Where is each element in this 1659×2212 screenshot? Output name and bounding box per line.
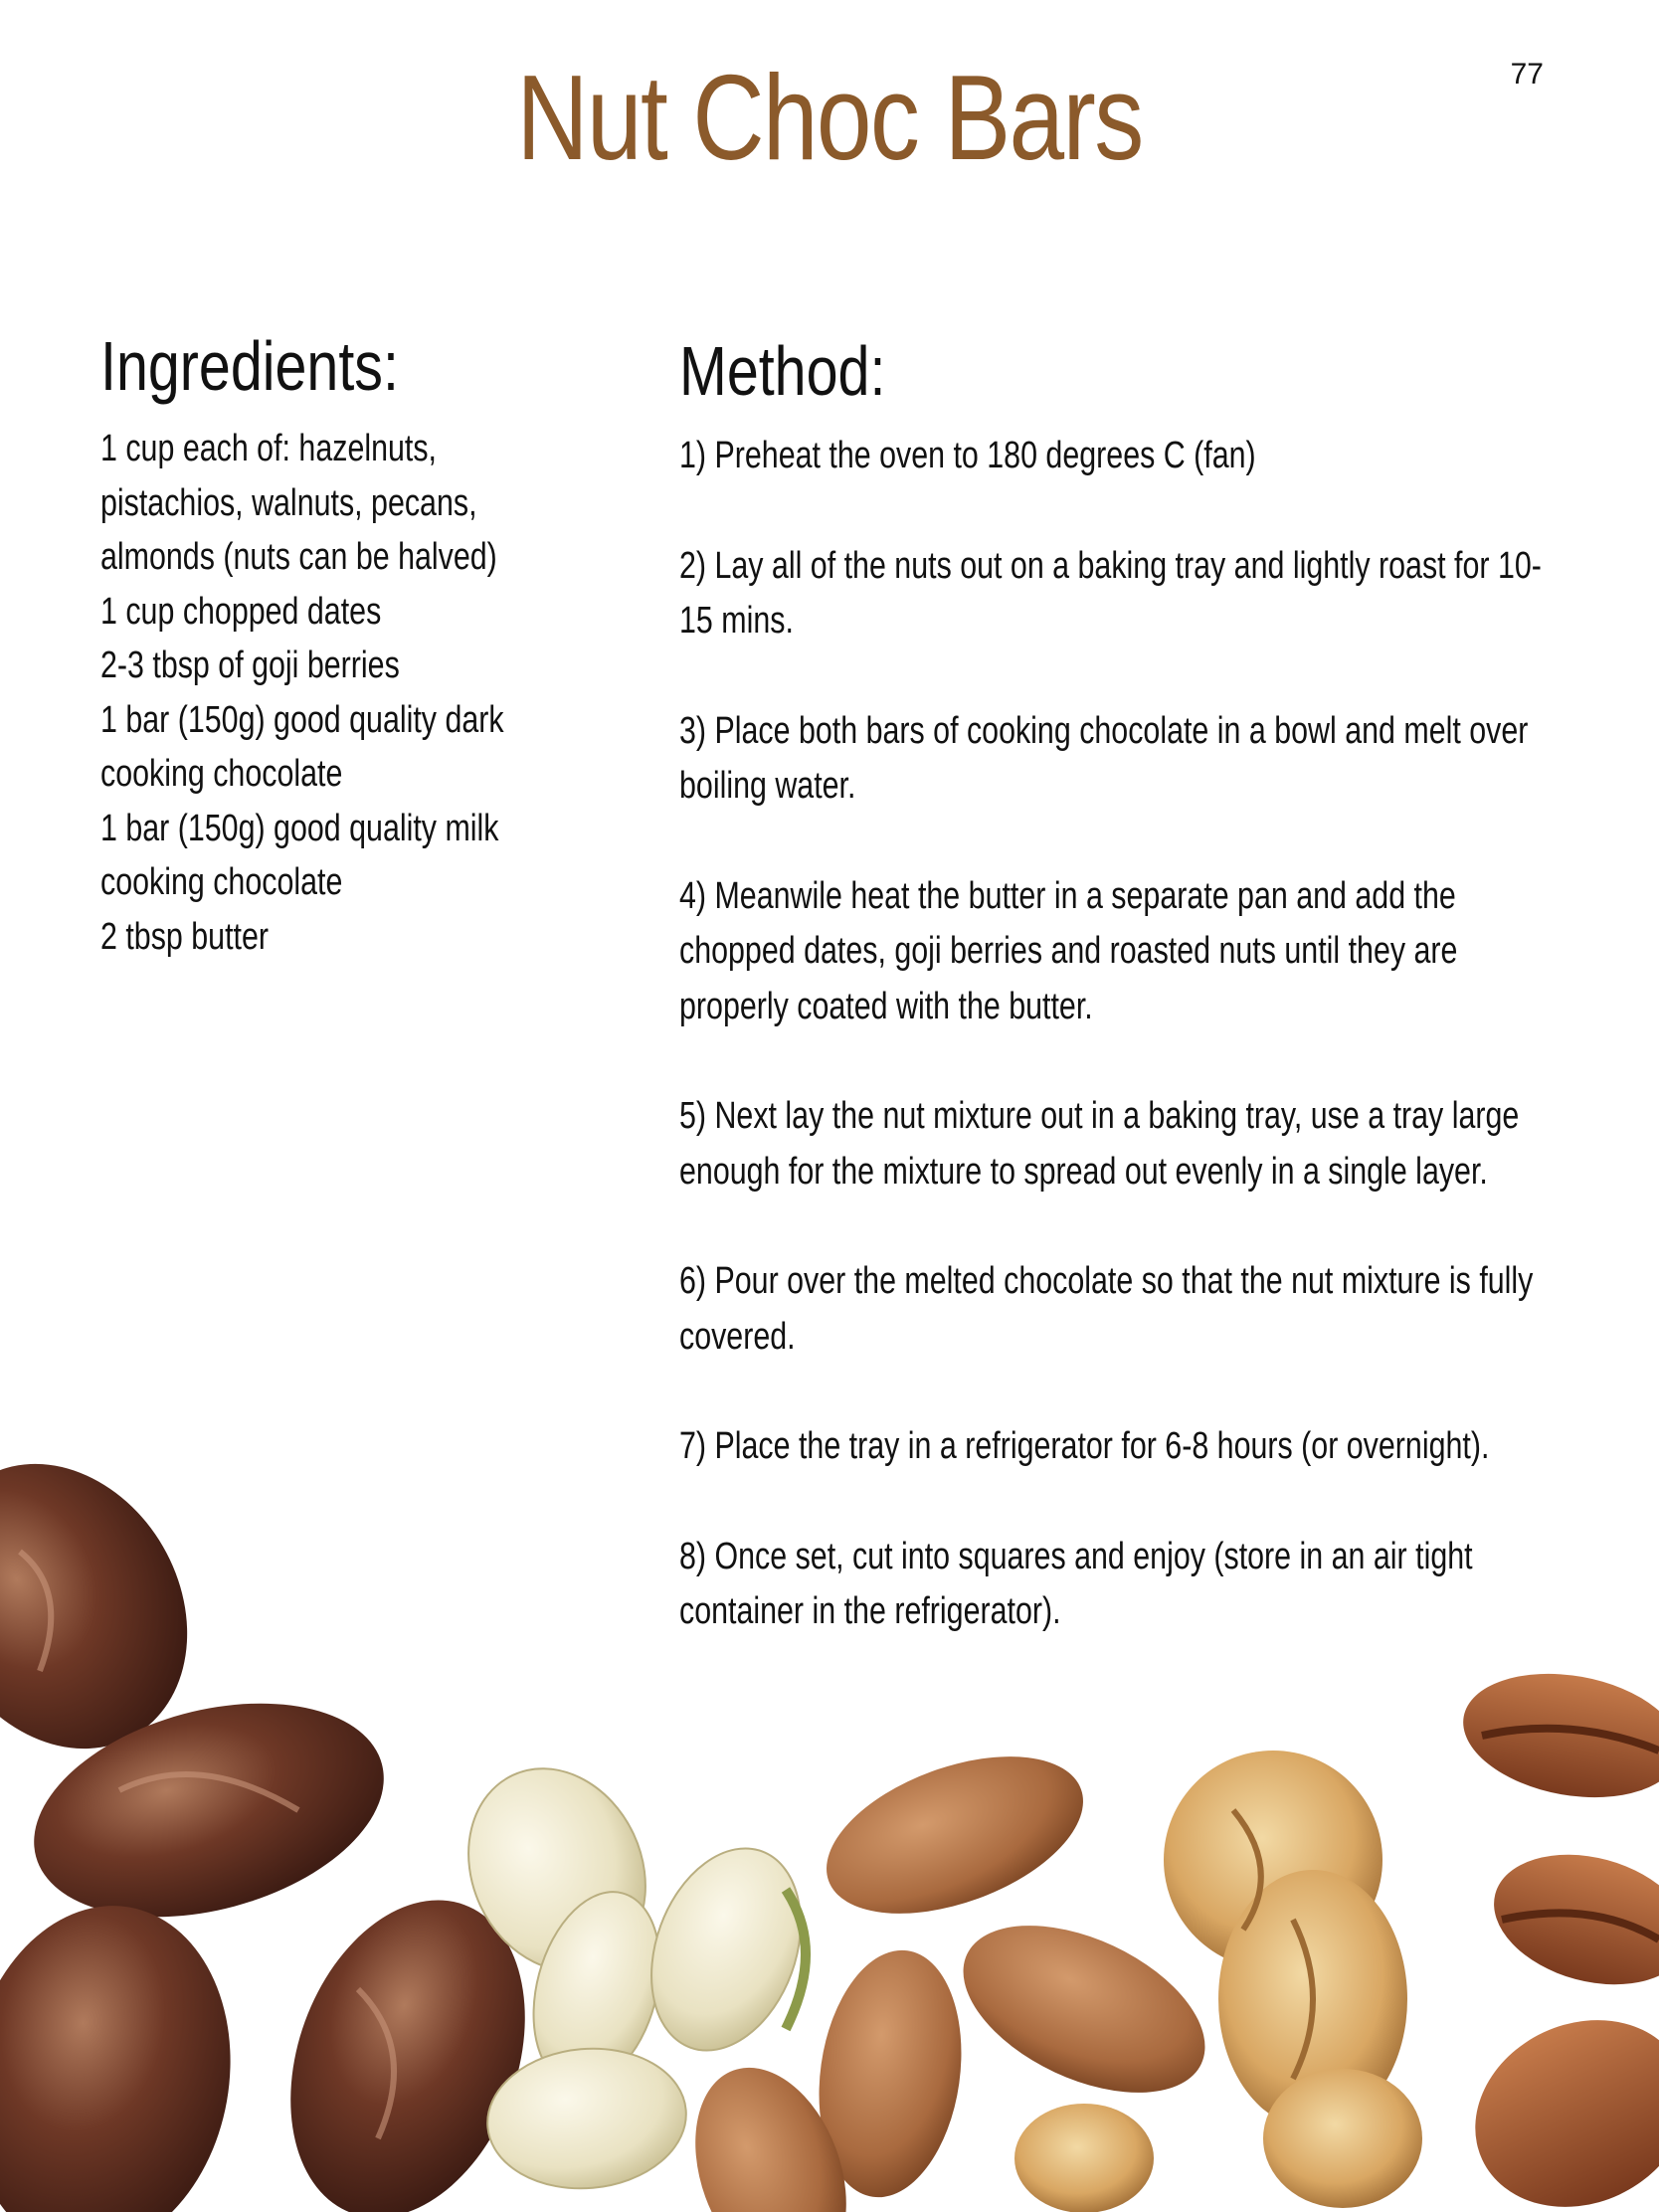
page-title: Nut Choc Bars bbox=[516, 50, 1143, 185]
method-step: 2) Lay all of the nuts out on a baking tray and lightly roast for 10-15 mins. bbox=[679, 544, 1542, 642]
ingredient-line: cooking chocolate bbox=[100, 861, 343, 903]
method-step: 7) Place the tray in a refrigerator for 6-8 hours (or overnight). bbox=[679, 1425, 1490, 1467]
ingredient-line: pistachios, walnuts, pecans, bbox=[100, 481, 477, 524]
ingredient-line: cooking chocolate bbox=[100, 753, 343, 795]
method-step: 5) Next lay the nut mixture out in a baking tray, use a tray large enough for the mixture to spread out evenly in a single layer. bbox=[679, 1095, 1520, 1193]
method-step: 1) Preheat the oven to 180 degrees C (fan) bbox=[679, 435, 1256, 476]
method-step: 3) Place both bars of cooking chocolate in a bowl and melt over boiling water. bbox=[679, 709, 1529, 807]
ingredients-list bbox=[100, 422, 594, 964]
ingredient-line: 2 tbsp butter bbox=[100, 915, 269, 958]
method-step: 4) Meanwile heat the butter in a separate pan and add the chopped dates, goji berries and roasted nuts until they are properly coated with the butter. bbox=[679, 874, 1458, 1027]
pecan-icon bbox=[1444, 1658, 1659, 2212]
page-number: 77 bbox=[1510, 58, 1544, 91]
ingredients-section bbox=[100, 326, 598, 964]
ingredient-line: 1 bar (150g) good quality milk bbox=[100, 807, 499, 849]
method-heading: Method: bbox=[679, 332, 886, 410]
method-step: 8) Once set, cut into squares and enjoy (store in an air tight container in the refrigerator). bbox=[679, 1535, 1473, 1632]
date-icon bbox=[0, 1885, 257, 2212]
ingredient-line: 1 cup chopped dates bbox=[100, 590, 382, 633]
nuts-illustration bbox=[0, 1432, 1659, 2212]
ingredient-line: almonds (nuts can be halved) bbox=[100, 536, 497, 578]
ingredient-line: 1 cup each of: hazelnuts, bbox=[100, 428, 438, 469]
ingredients-heading: Ingredients: bbox=[100, 327, 399, 405]
ingredient-line: 1 bar (150g) good quality dark bbox=[100, 698, 504, 741]
method-step: 6) Pour over the melted chocolate so that the nut mixture is fully covered. bbox=[679, 1260, 1534, 1358]
ingredient-line: 2-3 tbsp of goji berries bbox=[100, 645, 400, 686]
